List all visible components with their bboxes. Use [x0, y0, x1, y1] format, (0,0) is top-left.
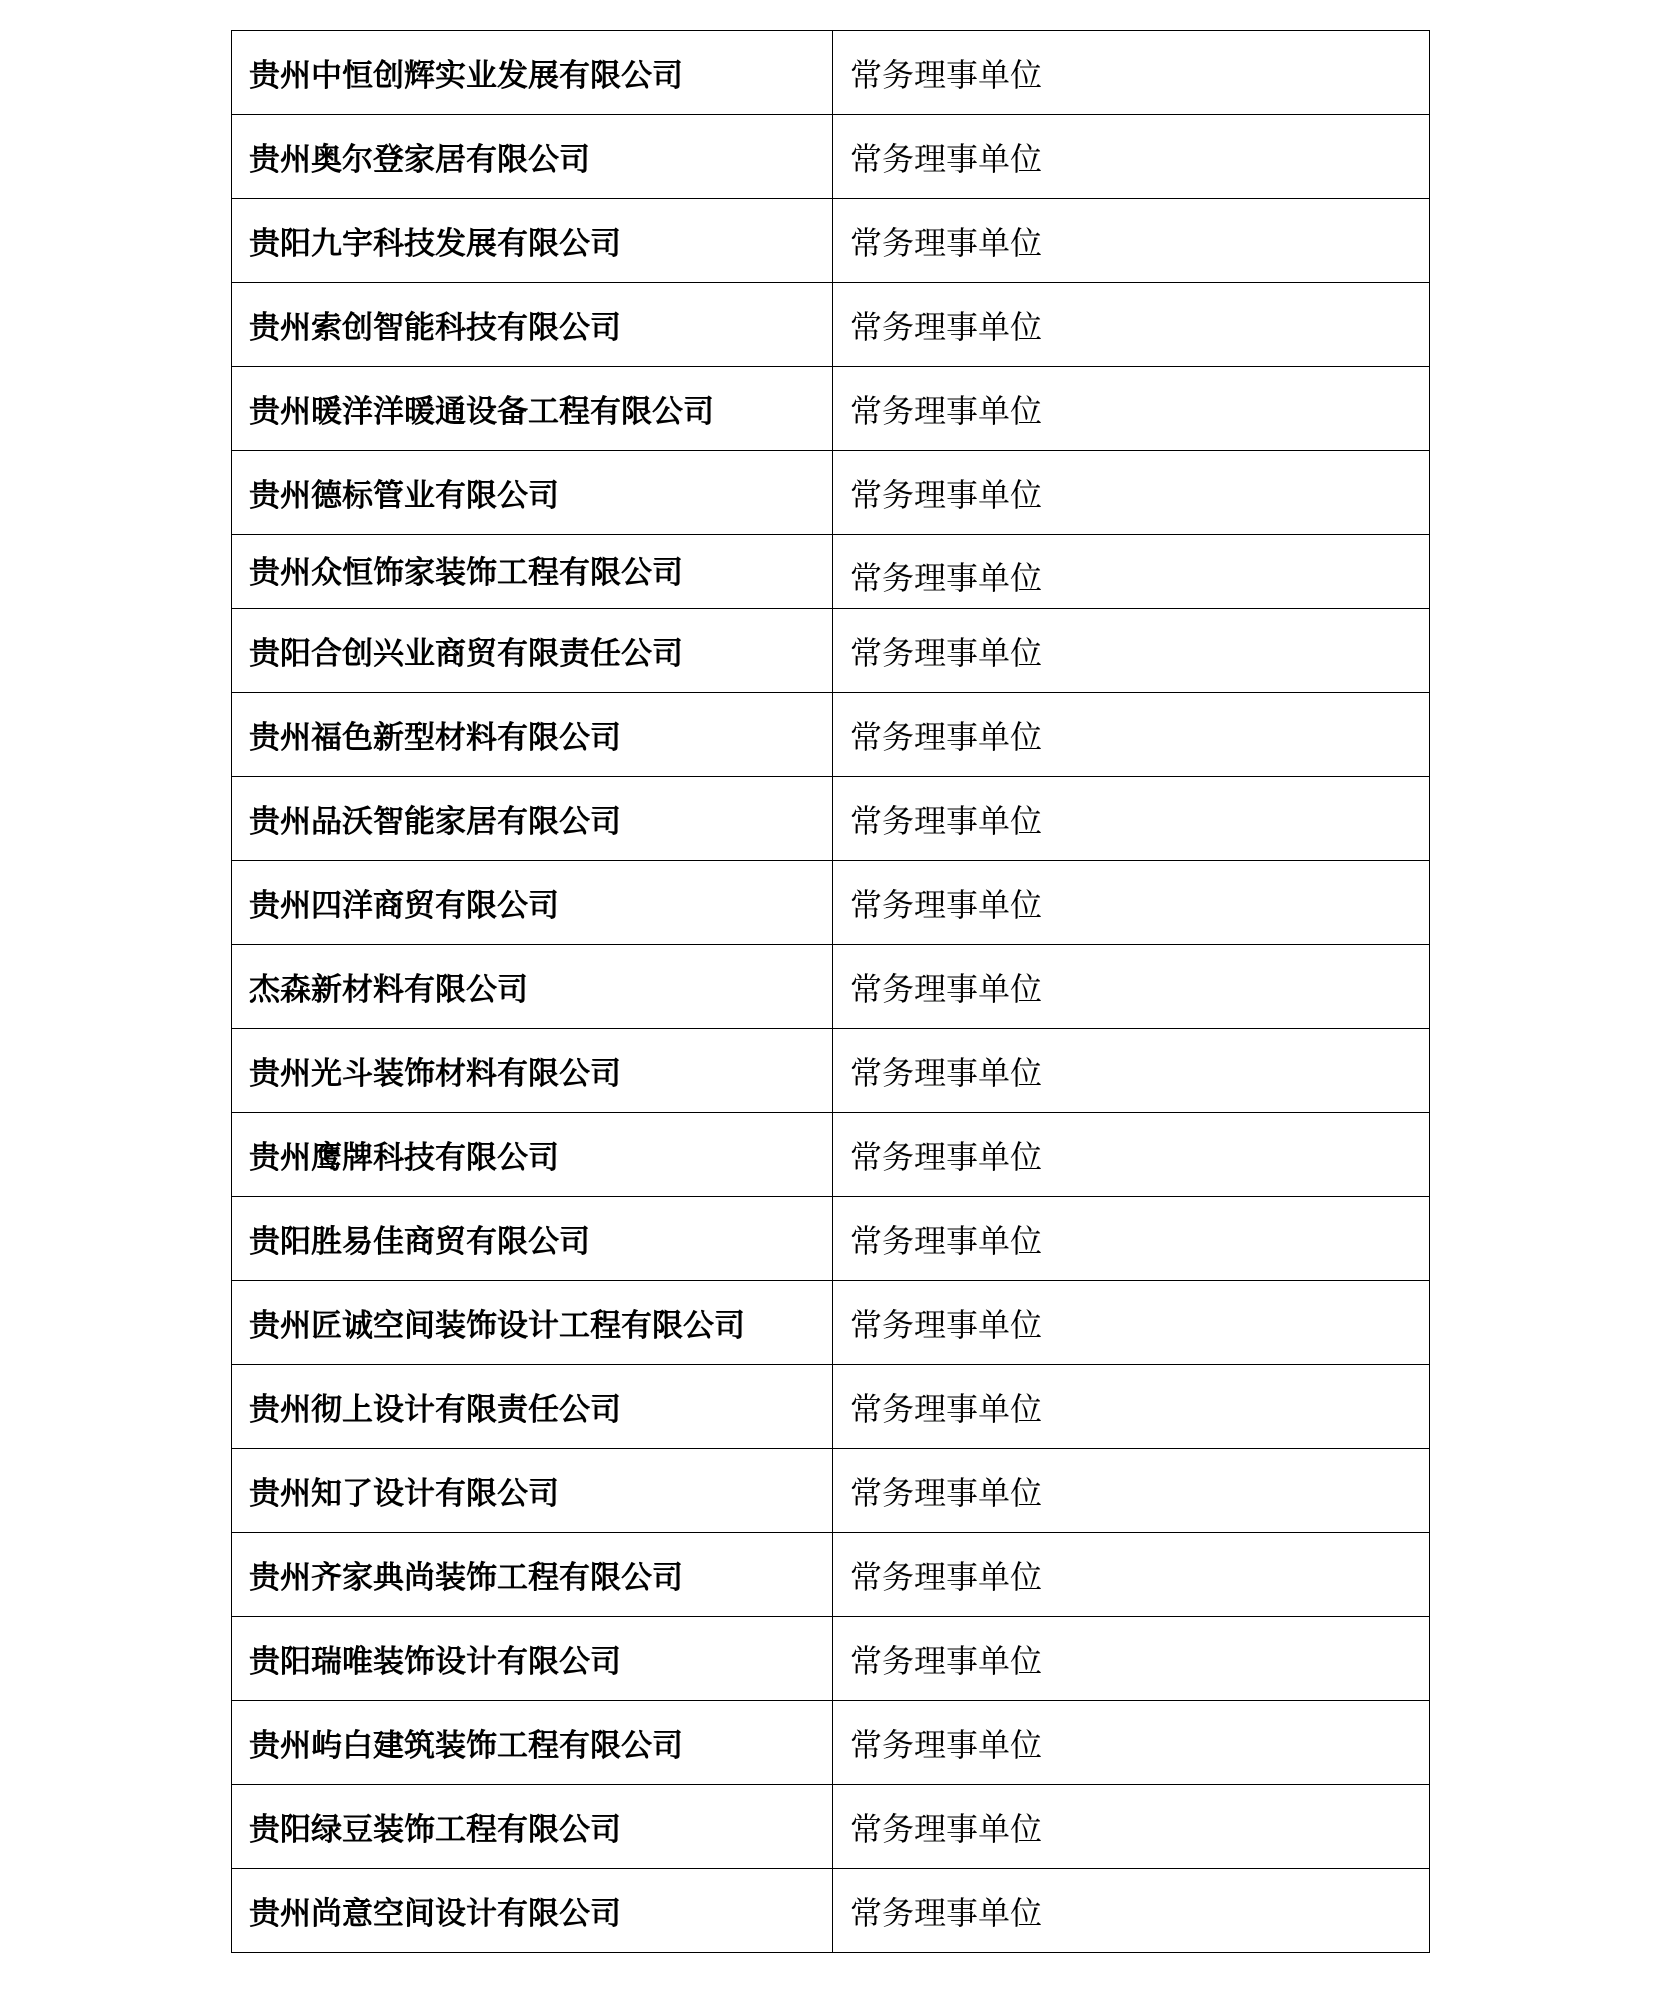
company-name-cell: 贵州尚意空间设计有限公司 [232, 1869, 833, 1953]
table-row [232, 1869, 1430, 1953]
member-level-cell: 常务理事单位 [833, 777, 1430, 861]
company-name-cell: 贵阳合创兴业商贸有限责任公司 [232, 609, 833, 693]
table-row [232, 777, 1430, 861]
member-level-cell: 常务理事单位 [833, 1281, 1430, 1365]
member-level-cell: 常务理事单位 [833, 609, 1430, 693]
table-row [232, 1785, 1430, 1869]
table-row [232, 1449, 1430, 1533]
member-level-cell: 常务理事单位 [833, 535, 1430, 609]
member-table [231, 30, 1430, 1953]
member-level-cell: 常务理事单位 [833, 1869, 1430, 1953]
member-level-cell: 常务理事单位 [833, 115, 1430, 199]
member-table-body [232, 31, 1430, 1953]
member-level-cell: 常务理事单位 [833, 1701, 1430, 1785]
member-level-cell: 常务理事单位 [833, 1533, 1430, 1617]
company-name-cell: 杰森新材料有限公司 [232, 945, 833, 1029]
company-name-cell: 贵州德标管业有限公司 [232, 451, 833, 535]
table-row [232, 609, 1430, 693]
member-level-cell: 常务理事单位 [833, 1785, 1430, 1869]
member-level-cell: 常务理事单位 [833, 199, 1430, 283]
member-level-cell: 常务理事单位 [833, 1449, 1430, 1533]
company-name-cell: 贵州齐家典尚装饰工程有限公司 [232, 1533, 833, 1617]
company-name-cell: 贵州奥尔登家居有限公司 [232, 115, 833, 199]
company-name-cell: 贵阳九宇科技发展有限公司 [232, 199, 833, 283]
table-row [232, 1533, 1430, 1617]
member-level-cell: 常务理事单位 [833, 1197, 1430, 1281]
table-row [232, 199, 1430, 283]
member-level-cell: 常务理事单位 [833, 693, 1430, 777]
company-name-cell: 贵州暖洋洋暖通设备工程有限公司 [232, 367, 833, 451]
table-row [232, 861, 1430, 945]
member-level-cell: 常务理事单位 [833, 1029, 1430, 1113]
company-name-cell: 贵州屿白建筑装饰工程有限公司 [232, 1701, 833, 1785]
table-row [232, 945, 1430, 1029]
company-name-cell: 贵州品沃智能家居有限公司 [232, 777, 833, 861]
table-row [232, 115, 1430, 199]
table-row [232, 535, 1430, 609]
company-name-cell: 贵阳瑞唯装饰设计有限公司 [232, 1617, 833, 1701]
company-name-cell: 贵州众恒饰家装饰工程有限公司 [232, 535, 833, 609]
member-level-cell: 常务理事单位 [833, 1617, 1430, 1701]
table-row [232, 1701, 1430, 1785]
company-name-cell: 贵州知了设计有限公司 [232, 1449, 833, 1533]
company-name-cell: 贵阳胜易佳商贸有限公司 [232, 1197, 833, 1281]
member-level-cell: 常务理事单位 [833, 367, 1430, 451]
table-row [232, 1029, 1430, 1113]
table-row [232, 31, 1430, 115]
member-level-cell: 常务理事单位 [833, 1113, 1430, 1197]
company-name-cell: 贵州匠诚空间装饰设计工程有限公司 [232, 1281, 833, 1365]
table-row [232, 693, 1430, 777]
table-row [232, 451, 1430, 535]
table-row [232, 1113, 1430, 1197]
company-name-cell: 贵州四洋商贸有限公司 [232, 861, 833, 945]
company-name-cell: 贵州中恒创辉实业发展有限公司 [232, 31, 833, 115]
company-name-cell: 贵阳绿豆装饰工程有限公司 [232, 1785, 833, 1869]
company-name-cell: 贵州鹰牌科技有限公司 [232, 1113, 833, 1197]
table-row [232, 1197, 1430, 1281]
table-row [232, 367, 1430, 451]
member-level-cell: 常务理事单位 [833, 861, 1430, 945]
company-name-cell: 贵州光斗装饰材料有限公司 [232, 1029, 833, 1113]
member-level-cell: 常务理事单位 [833, 283, 1430, 367]
company-name-cell: 贵州彻上设计有限责任公司 [232, 1365, 833, 1449]
company-name-cell: 贵州福色新型材料有限公司 [232, 693, 833, 777]
member-level-cell: 常务理事单位 [833, 1365, 1430, 1449]
table-row [232, 283, 1430, 367]
company-name-cell: 贵州索创智能科技有限公司 [232, 283, 833, 367]
table-row [232, 1617, 1430, 1701]
member-level-cell: 常务理事单位 [833, 31, 1430, 115]
member-level-cell: 常务理事单位 [833, 451, 1430, 535]
table-row [232, 1281, 1430, 1365]
table-row [232, 1365, 1430, 1449]
member-level-cell: 常务理事单位 [833, 945, 1430, 1029]
